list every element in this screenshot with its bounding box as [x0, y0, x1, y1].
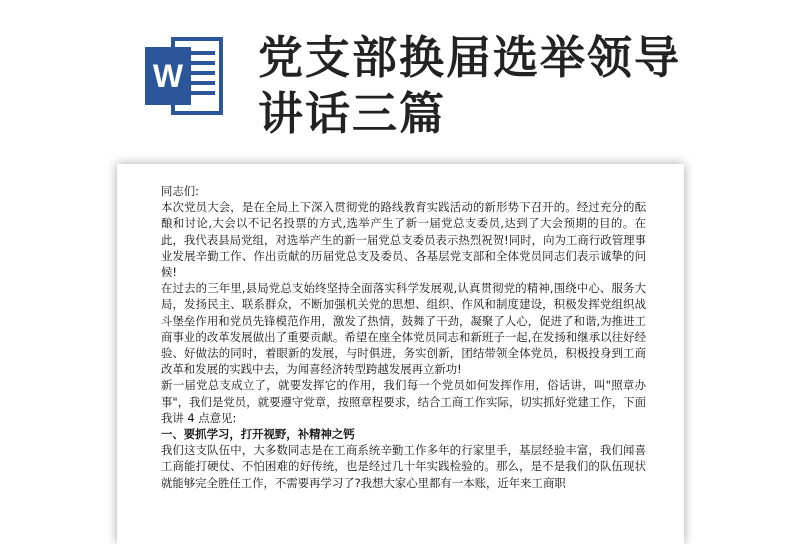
- title-line-2: 讲话三篇: [258, 87, 447, 140]
- header: [0, 0, 800, 160]
- paragraph-4: 我们这支队伍中，大多数同志是在工商系统辛勤工作多年的行家里手，基层经验丰富，我们闻喜工商能打硬仗、不怕困难的好传统，也是经过几十年实践检验的。那么，是不是我们的队伍现状就能够完全胜任工作，不需要再学习了?我想大家心里都有一本账，近年来工商职: [161, 443, 646, 490]
- word-icon: [143, 35, 225, 117]
- paragraph-1: 本次党员大会，是在全局上下深入贯彻党的路线教育实践活动的新形势下召开的。经过充分的酝酿和讨论,大会以不记名投票的方式,选举产生了新一届党总支委员,达到了大会预期的目的。在此，我代表县局党组，对选举产生的新一届党总支委员表示热烈祝贺!同时，向为工商行政管理事业发展辛勤工作、作出贡献的历届党总支及委员、各基层党支部和全体党员同志们表示诚挚的问候!: [161, 200, 646, 280]
- document-content: [161, 183, 646, 491]
- salutation: 同志们:: [161, 184, 200, 198]
- document-title: [258, 30, 778, 142]
- section-heading-1: 一、要抓学习，打开视野，补精神之钙: [161, 427, 355, 442]
- word-icon-letter: W: [152, 58, 184, 94]
- document-page: [117, 164, 684, 544]
- paragraph-2: 在过去的三年里,县局党总支始终坚持全面落实科学发展观,认真贯彻党的精神,围绕中心、服务大局，发扬民主、联系群众，不断加强机关党的思想、组织、作风和制度建设，积极发挥党组织战斗堡垒作用和党员先锋模范作用，激发了热情，鼓舞了干劲，凝聚了人心，促进了和谐,为推进工商事业的改革发展做出了重要贡献。希望在座全体党员同志和新班子一起,在发扬和继承以往好经验、好做法的同时，着眼新的发展，与时俱进，务实创新，团结带领全体党员，积极投身到工商改革和发展的实践中去，为闻喜经济转型跨越发展再立新功!: [161, 281, 646, 377]
- paragraph-3: 新一届党总支成立了，就要发挥它的作用，我们每一个党员如何发挥作用，俗话讲，叫"照章办事"，我们是党员，就要遵守党章，按照章程要求，结合工商工作实际，切实抓好党建工作，下面我讲 4 点意见:: [161, 378, 646, 425]
- title-line-1: 党支部换届选举领导: [258, 31, 682, 84]
